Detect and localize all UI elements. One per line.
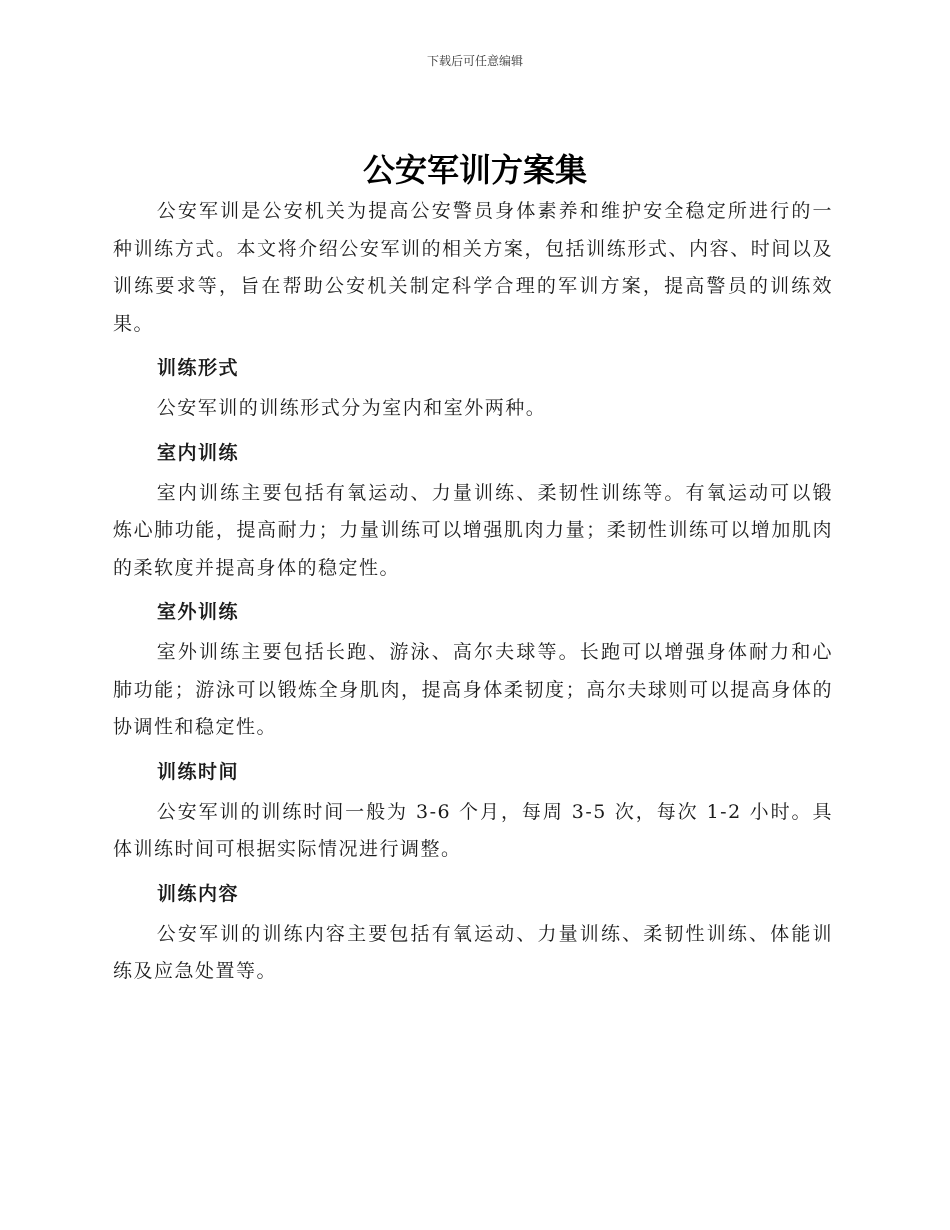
intro-paragraph: 公安军训是公安机关为提高公安警员身体素养和维护安全稳定所进行的一种训练方式。本文将介绍公安军训的相关方案，包括训练形式、内容、时间以及训练要求等，旨在帮助公安机关制定科学合理的军训方案，提高警员的训练效果。 xyxy=(113,200,833,335)
section-paragraph-training-form: 公安军训的训练形式分为室内和室外两种。 xyxy=(156,397,547,419)
document-title: 公安军训方案集 xyxy=(362,151,587,189)
section-heading-training-content: 训练内容 xyxy=(157,882,240,905)
section-paragraph-training-content: 公安军训的训练内容主要包括有氧运动、力量训练、柔韧性训练、体能训练及应急处置等。 xyxy=(113,922,833,982)
section-paragraph-training-time: 公安军训的训练时间一般为 3-6 个月，每周 3-5 次，每次 1-2 小时。具体训练时间可根据实际情况进行调整。 xyxy=(113,800,833,860)
section-paragraph-outdoor-training: 室外训练主要包括长跑、游泳、高尔夫球等。长跑可以增强身体耐力和心肺功能；游泳可以锻炼全身肌肉，提高身体柔韧度；高尔夫球则可以提高身体的协调性和稳定性。 xyxy=(113,641,833,738)
section-heading-training-form: 训练形式 xyxy=(157,357,240,379)
document-body xyxy=(113,193,833,991)
page-header-note: 下载后可任意编辑 xyxy=(426,54,523,68)
section-heading-training-time: 训练时间 xyxy=(157,760,240,783)
section-paragraph-indoor-training: 室内训练主要包括有氧运动、力量训练、柔韧性训练等。有氧运动可以锻炼心肺功能，提高耐力；力量训练可以增强肌肉力量；柔韧性训练可以增加肌肉的柔软度并提高身体的稳定性。 xyxy=(113,481,833,579)
section-heading-outdoor-training: 室外训练 xyxy=(157,601,240,623)
section-heading-indoor-training: 室内训练 xyxy=(157,441,240,464)
